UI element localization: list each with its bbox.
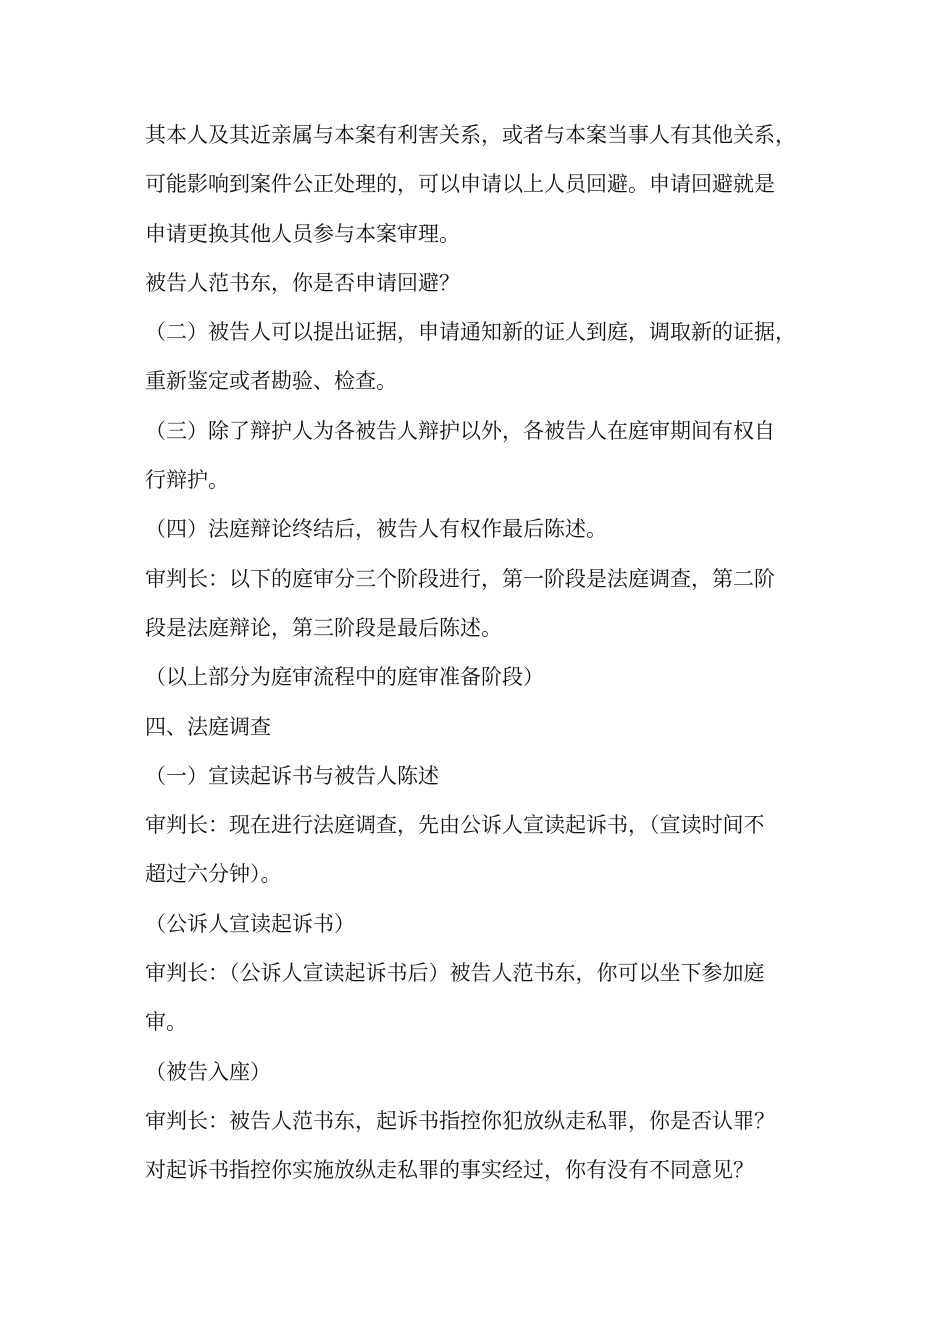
text-line: （以上部分为庭审流程中的庭审准备阶段） <box>145 665 544 690</box>
text-line: 可能影响到案件公正处理的，可以申请以上人员回避。申请回避就是 <box>145 172 775 197</box>
text-line: 超过六分钟）。 <box>145 862 282 887</box>
text-line: 对起诉书指控你实施放纵走私罪的事实经过，你有没有不同意见？ <box>145 1158 754 1183</box>
section-heading: 四、法庭调查 <box>145 714 271 739</box>
text-line: 其本人及其近亲属与本案有利害关系，或者与本案当事人有其他关系， <box>145 123 796 147</box>
text-line: （二）被告人可以提出证据，申请通知新的证人到庭，调取新的证据， <box>145 320 796 345</box>
text-line: 审判长：被告人范书东，起诉书指控你犯放纵走私罪，你是否认罪？ <box>145 1108 775 1133</box>
text-line: 审判长：现在进行法庭调查，先由公诉人宣读起诉书，（宣读时间不 <box>145 813 765 838</box>
text-line: 被告人范书东，你是否申请回避？ <box>145 270 460 295</box>
text-line: 申请更换其他人员参与本案审理。 <box>145 221 460 246</box>
subsection-heading: （一）宣读起诉书与被告人陈述 <box>145 763 439 788</box>
text-line: 审判长：（公诉人宣读起诉书后）被告人范书东，你可以坐下参加庭 <box>145 961 765 986</box>
text-line: 段是法庭辩论，第三阶段是最后陈述。 <box>145 615 502 640</box>
text-line: （公诉人宣读起诉书） <box>145 911 355 936</box>
text-line: 重新鉴定或者勘验、检查。 <box>145 369 397 394</box>
text-line: 审。 <box>145 1010 187 1035</box>
text-line: （四）法庭辩论终结后，被告人有权作最后陈述。 <box>145 517 607 542</box>
text-line: 审判长：以下的庭审分三个阶段进行，第一阶段是法庭调查，第二阶 <box>145 566 775 591</box>
document-body <box>145 111 835 1196</box>
text-line: （三）除了辩护人为各被告人辩护以外，各被告人在庭审期间有权自 <box>145 418 775 443</box>
text-line: 行辩护。 <box>145 468 229 493</box>
text-line: （被告入座） <box>145 1059 271 1084</box>
